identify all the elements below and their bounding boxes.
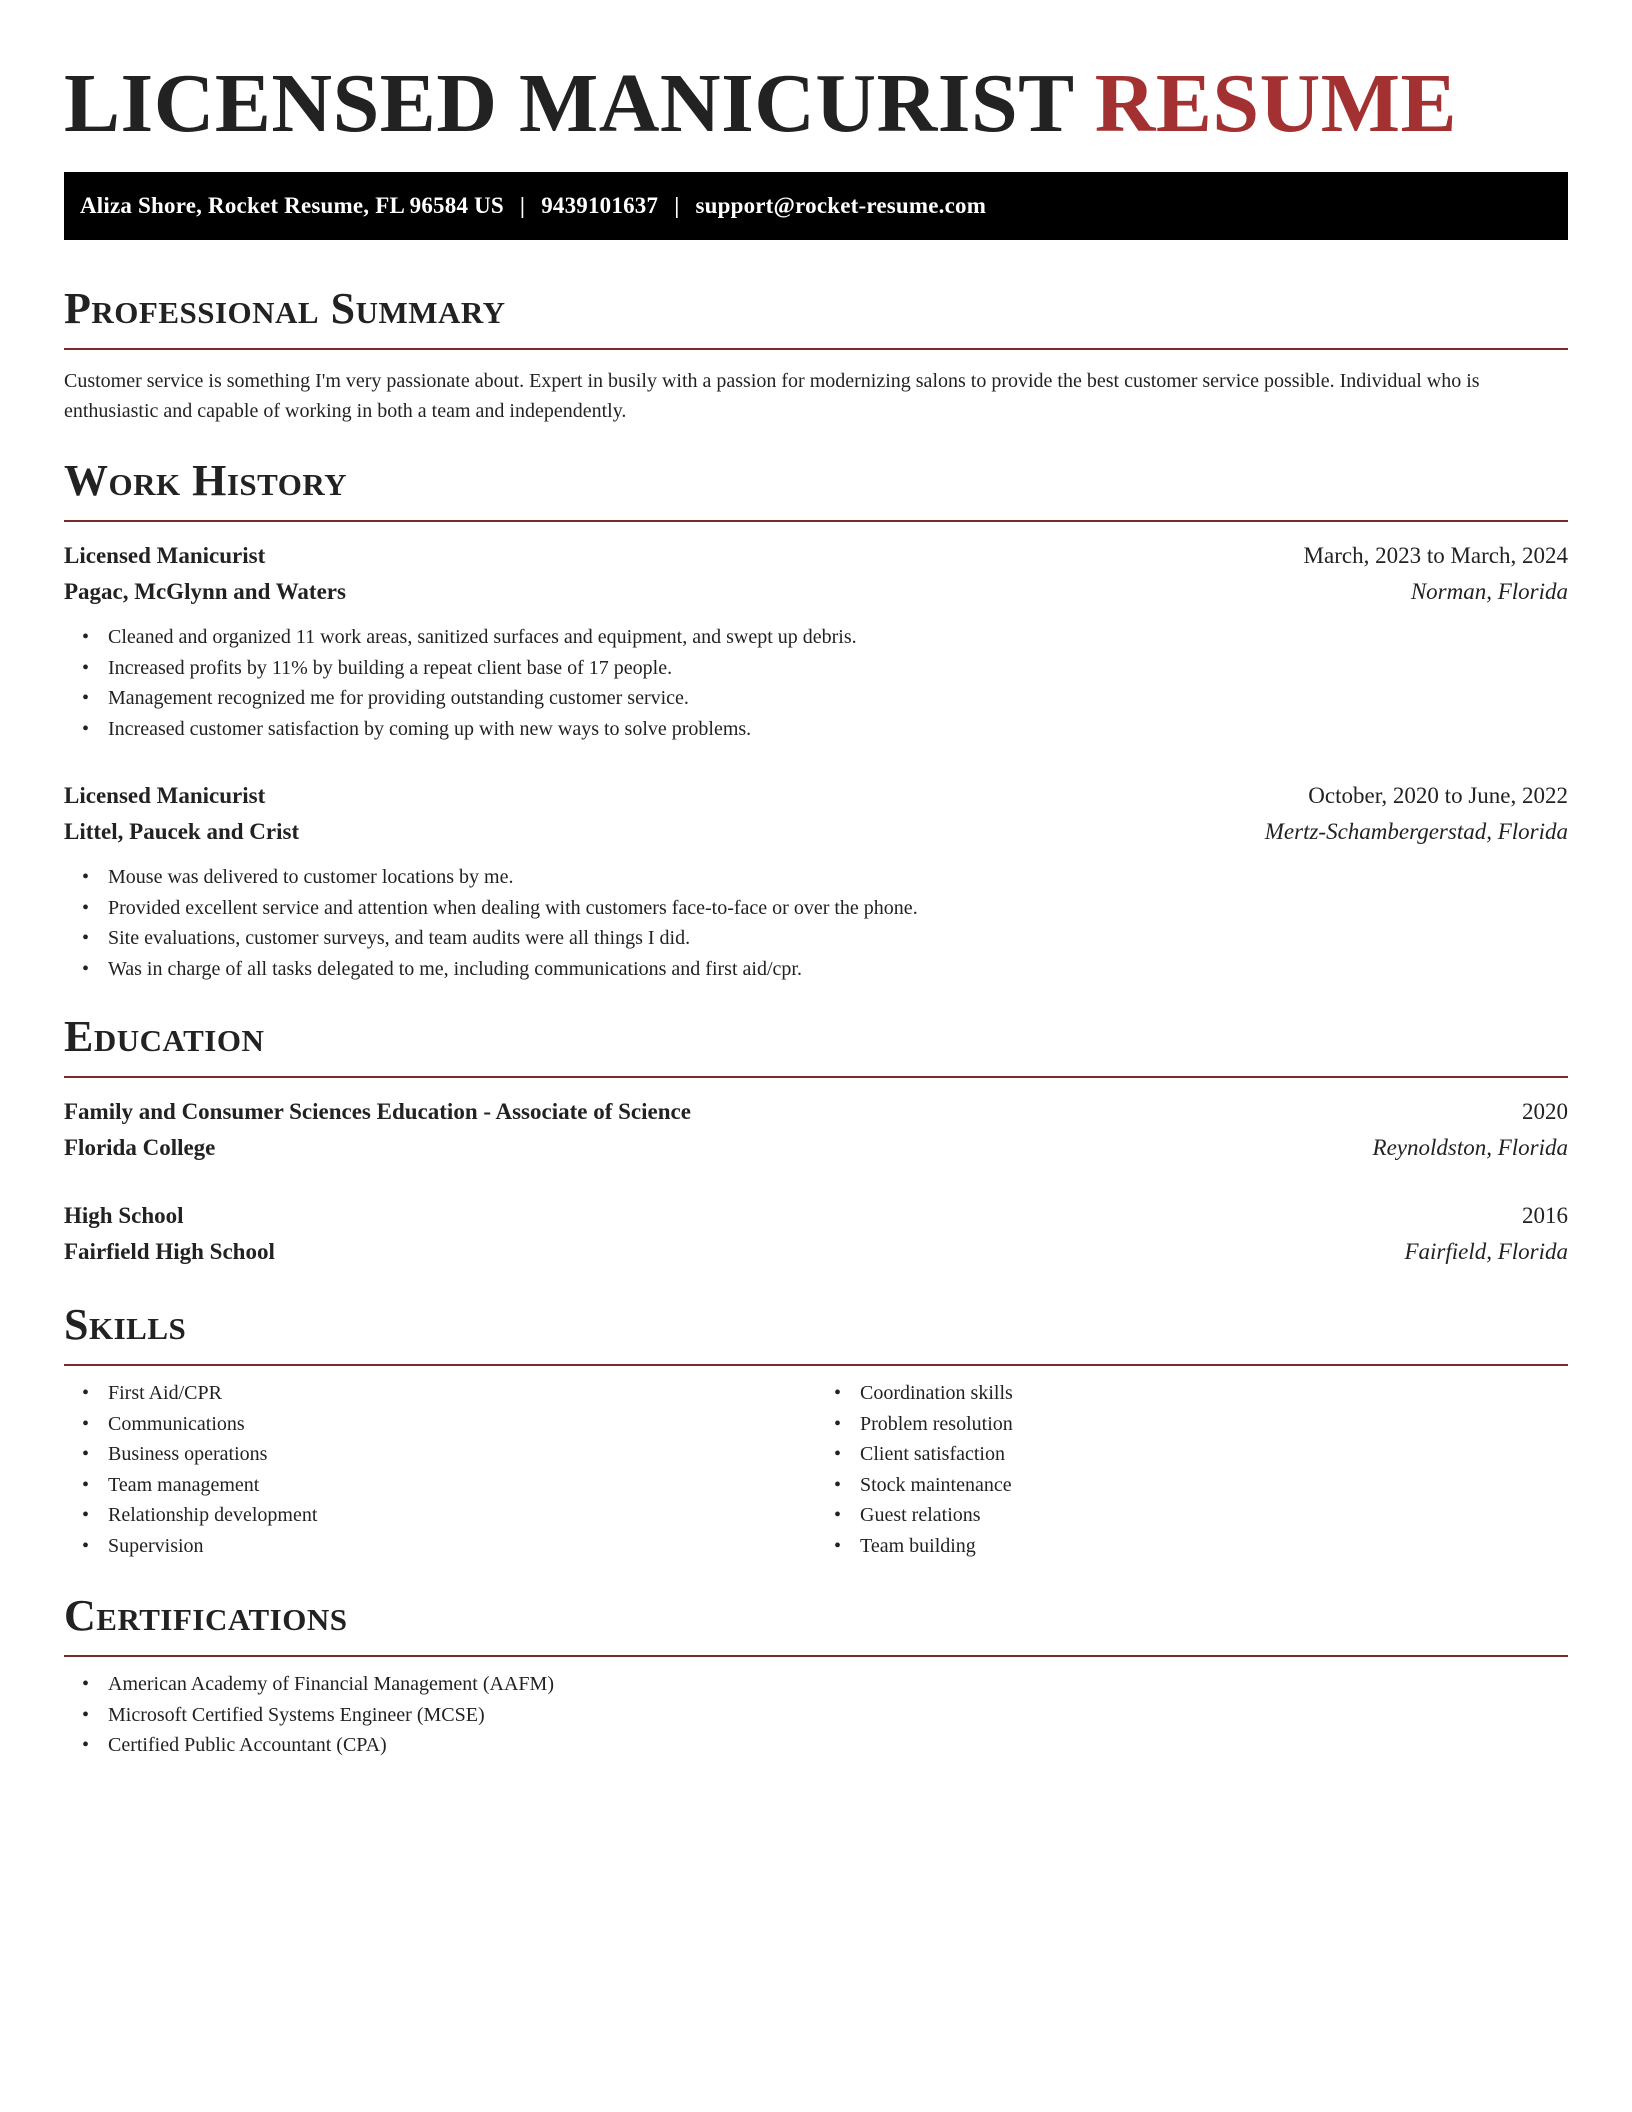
education-school: Florida College (64, 1135, 216, 1160)
summary-section (64, 282, 1568, 426)
certifications-list (64, 1669, 1568, 1761)
education-year: 2016 (1522, 1203, 1568, 1228)
education-degree: High School (64, 1203, 184, 1228)
job-bullets (64, 862, 1568, 984)
job-title: Licensed Manicurist (64, 783, 266, 808)
contact-address: Aliza Shore, Rocket Resume, FL 96584 US (80, 193, 504, 218)
skills-section (64, 1298, 1568, 1561)
contact-phone: 9439101637 (541, 193, 659, 218)
job-company: Littel, Paucek and Crist (64, 819, 300, 844)
certifications-heading: Certifications (64, 1591, 348, 1640)
list-item: • Certified Public Accountant (CPA) (108, 1730, 1568, 1761)
education-entry (64, 1198, 1568, 1270)
contact-separator: | (674, 193, 680, 218)
education-section (64, 1010, 1568, 1270)
education-degree: Family and Consumer Sciences Education - Associate of Science (64, 1099, 691, 1124)
list-item: • First Aid/CPR (108, 1378, 816, 1409)
list-item: • Increased customer satisfaction by coming up with new ways to solve problems. (108, 714, 1568, 745)
summary-text: Customer service is something I'm very passionate about. Expert in busily with a passion for modernizing salons to provide the best customer service possible. Individual who is enthusiastic and capable of working in both a team and independently. (64, 370, 1480, 422)
education-year: 2020 (1522, 1099, 1568, 1124)
title-accent: RESUME (1094, 57, 1458, 150)
job-entry (64, 538, 1568, 744)
list-item: • Problem resolution (860, 1409, 1568, 1440)
list-item: • Relationship development (108, 1500, 816, 1531)
education-location: Reynoldston, Florida (1372, 1135, 1568, 1160)
education-entry (64, 1094, 1568, 1166)
list-item: • Communications (108, 1409, 816, 1440)
list-item: • Supervision (108, 1531, 816, 1562)
list-item: • Guest relations (860, 1500, 1568, 1531)
job-dates: March, 2023 to March, 2024 (1303, 543, 1568, 568)
job-dates: October, 2020 to June, 2022 (1308, 783, 1568, 808)
summary-heading: Professional Summary (64, 284, 506, 333)
list-item: • American Academy of Financial Management (AAFM) (108, 1669, 1568, 1700)
list-item: • Cleaned and organized 11 work areas, sanitized surfaces and equipment, and swept up debris. (108, 622, 1568, 653)
section-divider (64, 348, 1568, 350)
list-item: • Client satisfaction (860, 1439, 1568, 1470)
contact-bar (64, 172, 1568, 240)
list-item: • Was in charge of all tasks delegated to me, including communications and first aid/cpr. (108, 954, 1568, 985)
list-item: • Team building (860, 1531, 1568, 1562)
contact-separator: | (519, 193, 526, 218)
section-divider (64, 1655, 1568, 1657)
section-divider (64, 520, 1568, 522)
skills-heading: Skills (64, 1300, 187, 1349)
section-divider (64, 1076, 1568, 1078)
skills-list-left (64, 1378, 816, 1561)
job-company: Pagac, McGlynn and Waters (64, 579, 346, 604)
job-entry (64, 778, 1568, 984)
work-history-section (64, 454, 1568, 984)
work-history-heading: Work History (64, 456, 348, 505)
list-item: • Mouse was delivered to customer locations by me. (108, 862, 1568, 893)
list-item: • Site evaluations, customer surveys, and team audits were all things I did. (108, 923, 1568, 954)
education-location: Fairfield, Florida (1404, 1239, 1568, 1264)
list-item: • Provided excellent service and attention when dealing with customers face-to-face or over the phone. (108, 893, 1568, 924)
title-main: LICENSED MANICURIST (64, 57, 1074, 150)
job-location: Norman, Florida (1410, 579, 1568, 604)
skills-list-right (816, 1378, 1568, 1561)
job-location: Mertz-Schambergerstad, Florida (1264, 819, 1568, 844)
contact-email: support@rocket-resume.com (695, 193, 987, 218)
list-item: • Management recognized me for providing outstanding customer service. (108, 683, 1568, 714)
list-item: • Business operations (108, 1439, 816, 1470)
list-item: • Stock maintenance (860, 1470, 1568, 1501)
job-title: Licensed Manicurist (64, 543, 266, 568)
education-school: Fairfield High School (64, 1239, 275, 1264)
job-bullets (64, 622, 1568, 744)
list-item: • Team management (108, 1470, 816, 1501)
education-heading: Education (64, 1012, 265, 1061)
list-item: • Coordination skills (860, 1378, 1568, 1409)
resume-title (64, 56, 1568, 152)
list-item: • Increased profits by 11% by building a repeat client base of 17 people. (108, 653, 1568, 684)
list-item: • Microsoft Certified Systems Engineer (MCSE) (108, 1700, 1568, 1731)
section-divider (64, 1364, 1568, 1366)
skills-columns (64, 1378, 1568, 1561)
certifications-section (64, 1589, 1568, 1761)
